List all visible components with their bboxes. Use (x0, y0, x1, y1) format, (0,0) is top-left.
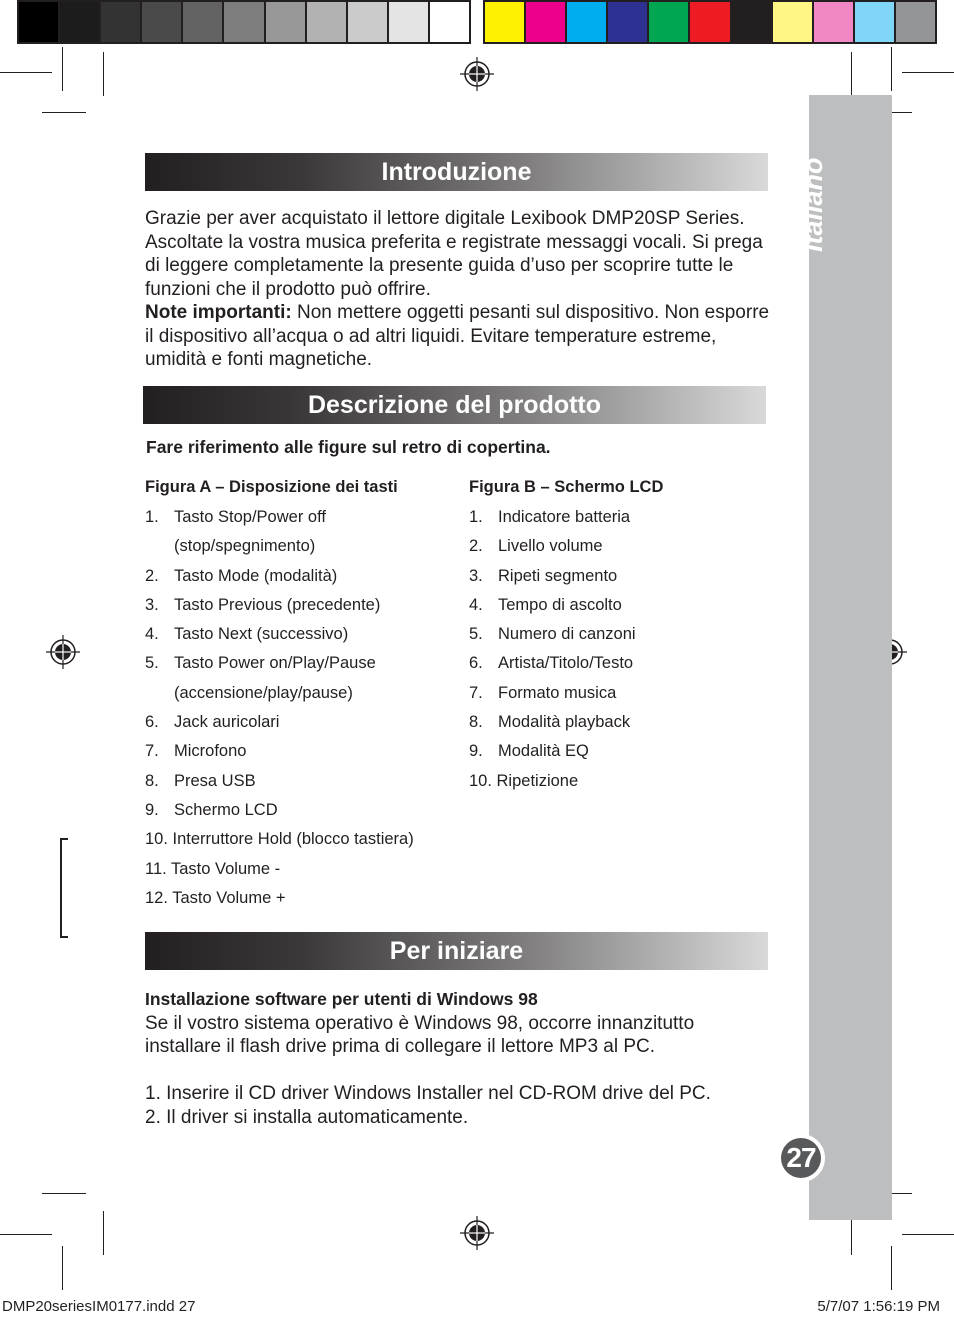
color-swatch (101, 2, 142, 42)
crop-mark (62, 1246, 63, 1290)
intro-paragraph (145, 207, 775, 372)
color-swatch (567, 2, 608, 42)
list-item (145, 888, 414, 917)
start-block (145, 988, 775, 1129)
language-side-tab (809, 95, 892, 1220)
list-item-text: Tasto Stop/Power off (174, 508, 326, 526)
list-item (469, 741, 636, 770)
list-item-number: 8. (469, 713, 483, 732)
list-item-number: 7. (469, 683, 483, 702)
list-item (145, 712, 414, 741)
start-step: 1. Inserire il CD driver Windows Installer nel CD-ROM drive del PC. (145, 1083, 711, 1104)
list-item (469, 507, 636, 536)
list-item-text: Artista/Titolo/Testo (498, 654, 634, 673)
list-item-text: Livello volume (498, 537, 603, 556)
list-item-number: 9. (145, 800, 159, 819)
list-item-number: 2. (469, 537, 483, 556)
list-item (145, 507, 414, 536)
figure-b-list (469, 507, 636, 800)
list-item (469, 536, 636, 565)
crop-mark (42, 1193, 86, 1194)
registration-mark-icon (46, 635, 80, 669)
list-item-text: Schermo LCD (174, 800, 278, 819)
list-item-text: Tasto Next (successivo) (174, 625, 349, 644)
list-item-number: 8. (145, 771, 159, 790)
footer-timestamp: 5/7/07 1:56:19 PM (817, 1298, 940, 1315)
start-subtitle: Installazione software per utenti di Windows 98 (145, 989, 538, 1009)
list-item-text: Indicatore batteria (498, 508, 631, 526)
color-swatch (732, 2, 773, 42)
crop-mark (62, 47, 63, 91)
color-swatch (430, 2, 469, 42)
list-item-number: 1. (469, 508, 483, 526)
language-label: Italiano (798, 157, 828, 253)
color-swatch (896, 2, 935, 42)
list-item-number: 6. (469, 654, 483, 673)
figure-a-list (145, 507, 414, 917)
footer-filename: DMP20seriesIM0177.indd 27 (2, 1298, 196, 1315)
page-number-badge (777, 1134, 825, 1182)
list-item-text: Tasto Mode (modalità) (174, 566, 338, 585)
list-item (145, 859, 414, 888)
list-item-text: Jack auricolari (174, 713, 280, 732)
list-item-text: Modalità EQ (498, 742, 589, 761)
color-swatch (19, 2, 60, 42)
list-item-text: Tasto Power on/Play/Pause (174, 654, 376, 673)
registration-mark-icon (460, 57, 494, 91)
color-swatch (60, 2, 101, 42)
color-swatch (526, 2, 567, 42)
page-number: 27 (781, 1138, 821, 1178)
crop-mark (42, 112, 86, 113)
list-item-text: (stop/spegnimento) (174, 537, 316, 556)
list-item-number: 9. (469, 742, 483, 761)
list-item-text: Tasto Previous (precedente) (174, 595, 381, 614)
color-swatch (649, 2, 690, 42)
list-item (145, 683, 414, 712)
registration-mark-icon (460, 1216, 494, 1250)
list-item-text: Modalità playback (498, 713, 631, 732)
gray-scale-bar (17, 0, 471, 44)
start-paragraph: Se il vostro sistema operativo è Windows 98, occorre innanzitutto installare il flash drive prima di collegare il lettore MP3 al PC. (145, 1012, 695, 1057)
color-swatch (814, 2, 855, 42)
list-item (469, 712, 636, 741)
figure-reference: Fare riferimento alle figure sul retro di copertina. (146, 437, 551, 457)
list-item (469, 595, 636, 624)
list-item-number: 2. (145, 566, 159, 585)
color-swatch (348, 2, 389, 42)
crop-mark (0, 72, 52, 73)
list-item-number: 5. (145, 654, 159, 673)
list-item-text: Microfono (174, 742, 247, 761)
crop-mark (891, 47, 892, 91)
binding-bracket (60, 838, 68, 938)
color-swatch (183, 2, 224, 42)
list-item (145, 771, 414, 800)
note-text: Non mettere oggetti pesanti sul dispositivo. Non esporre il dispositivo all’acqua o ad altri liquidi. Evitare temperature estreme, umidità e fonti magnetiche. (145, 302, 770, 370)
list-item-text: 11. Tasto Volume - (145, 859, 281, 878)
list-item-number: 5. (469, 625, 483, 644)
intro-text: Grazie per aver acquistato il lettore digitale Lexibook DMP20SP Series. Ascoltate la vostra musica preferita e registrate messaggi vocali. Si prega di leggere completamente la presente guida d’uso per scoprire tutte le funzioni che il prodotto può offrire. (145, 208, 763, 300)
list-item (145, 800, 414, 829)
color-swatch (690, 2, 731, 42)
color-swatch (773, 2, 814, 42)
list-item-text: Formato musica (498, 683, 617, 702)
list-item-text: Tempo di ascolto (498, 595, 622, 614)
list-item-number: 4. (469, 595, 483, 614)
color-swatch (224, 2, 265, 42)
crop-mark (103, 1211, 104, 1255)
color-swatch (142, 2, 183, 42)
list-item-number: 6. (145, 713, 159, 732)
list-item-text: 10. Interruttore Hold (blocco tastiera) (145, 830, 414, 849)
list-item (469, 683, 636, 712)
list-item-number: 1. (145, 508, 159, 526)
list-item-number: 7. (145, 742, 159, 761)
list-item (145, 741, 414, 770)
list-item (145, 624, 414, 653)
color-swatch (389, 2, 430, 42)
list-item (145, 829, 414, 858)
note-label: Note importanti: (145, 302, 292, 323)
list-item (145, 566, 414, 595)
figure-b-title: Figura B – Schermo LCD (469, 478, 664, 496)
figure-a-title: Figura A – Disposizione dei tasti (145, 478, 398, 496)
color-swatch (266, 2, 307, 42)
section-header-introduzione: Introduzione (145, 153, 768, 191)
color-swatch (855, 2, 896, 42)
color-swatch (307, 2, 348, 42)
crop-mark (891, 1246, 892, 1290)
list-item-text: 12. Tasto Volume + (145, 888, 286, 907)
list-item-number: 3. (145, 595, 159, 614)
list-item (469, 653, 636, 682)
crop-mark (902, 1234, 954, 1235)
list-item-number: 4. (145, 625, 159, 644)
list-item-text: Numero di canzoni (498, 625, 636, 644)
crop-mark (0, 1234, 52, 1235)
color-bar (483, 0, 937, 44)
section-header-descrizione: Descrizione del prodotto (143, 386, 766, 424)
crop-mark (103, 52, 104, 96)
list-item-text: Ripeti segmento (498, 566, 618, 585)
list-item-text: 10. Ripetizione (469, 771, 579, 790)
list-item-number: 3. (469, 566, 483, 585)
crop-mark (851, 52, 852, 96)
color-swatch (485, 2, 526, 42)
list-item (145, 595, 414, 624)
list-item (469, 624, 636, 653)
list-item-text: Presa USB (174, 771, 256, 790)
color-swatch (608, 2, 649, 42)
list-item (469, 771, 636, 800)
list-item-text: (accensione/play/pause) (174, 683, 353, 702)
crop-mark (902, 72, 954, 73)
start-step: 2. Il driver si installa automaticamente. (145, 1106, 469, 1128)
list-item (145, 653, 414, 682)
section-header-per-iniziare: Per iniziare (145, 932, 768, 970)
list-item (469, 566, 636, 595)
list-item (145, 536, 414, 565)
